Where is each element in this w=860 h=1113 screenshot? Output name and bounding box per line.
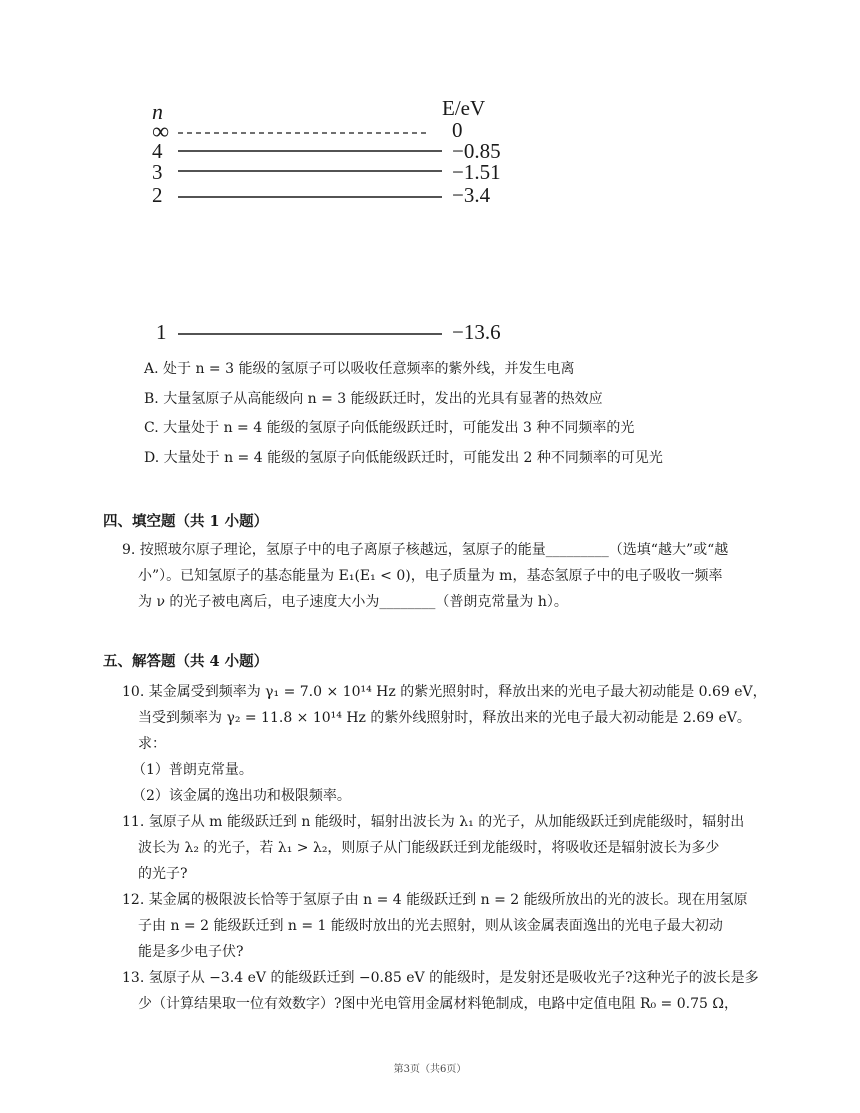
level-n-2: 2 <box>152 183 163 207</box>
q13-line-2: 少（计算结果取一位有效数字）?图中光电管用金属材料铯制成，电路中定值电阻 R₀ = 0.75 Ω， <box>138 996 738 1012</box>
q13-line-1: 13. 氢原子从 −3.4 eV 的能级跃迁到 −0.85 eV 的能级时，是发射还是吸收光子?这种光子的波长是多 <box>122 970 759 986</box>
q12-line-2: 子由 n = 2 能级跃迁到 n = 1 能级时放出的光去照射，则从该金属表面逸出的光电子最大初动 <box>138 918 723 934</box>
level-e-3: −1.51 <box>452 160 501 184</box>
level-n-1: 1 <box>156 320 167 344</box>
q9-line-1: 9. 按照玻尔原子理论，氢原子中的电子离原子核越远，氢原子的能量_________（选填“越大”或“越 <box>122 542 729 558</box>
q10-line-3: 求： <box>138 736 166 752</box>
q10-line-1: 10. 某金属受到频率为 γ₁ = 7.0 × 10¹⁴ Hz 的紫光照射时，释放出来的光电子最大初动能是 0.69 eV， <box>122 684 767 700</box>
section-4-title: 四、填空题（共 1 小题） <box>103 513 269 530</box>
n-axis-label: n <box>152 99 163 124</box>
option-d: D. 大量处于 n = 4 能级的氢原子向低能级跃迁时，可能发出 2 种不同频率的可见光 <box>144 450 663 466</box>
q11-line-3: 的光子? <box>138 866 188 882</box>
q12-line-1: 12. 某金属的极限波长恰等于氢原子由 n = 4 能级跃迁到 n = 2 能级所放出的光的波长。现在用氢原 <box>122 892 748 908</box>
energy-axis-label: E/eV <box>442 96 486 120</box>
page-footer: 第3页（共6页） <box>393 1064 467 1075</box>
q10-part-1: （1）普朗克常量。 <box>132 762 253 778</box>
level-e-4: −0.85 <box>452 139 501 163</box>
level-e-inf: 0 <box>452 118 463 142</box>
q9-line-2: 小”）。已知氢原子的基态能量为 E₁(E₁ < 0)，电子质量为 m，基态氢原子中的电子吸收一频率 <box>138 568 723 584</box>
q12-line-3: 能是多少电子伏? <box>138 944 244 960</box>
level-e-2: −3.4 <box>452 183 491 207</box>
option-b: B. 大量氢原子从高能级向 n = 3 能级跃迁时，发出的光具有显著的热效应 <box>144 391 603 407</box>
q9-line-3: 为 ν 的光子被电离后，电子速度大小为________（普朗克常量为 h）。 <box>138 594 568 610</box>
q11-line-2: 波长为 λ₂ 的光子，若 λ₁ > λ₂，则原子从门能级跃迁到龙能级时，将吸收还是辐射波长为多少 <box>138 840 720 856</box>
option-c: C. 大量处于 n = 4 能级的氢原子向低能级跃迁时，可能发出 3 种不同频率的光 <box>144 420 635 436</box>
option-a: A. 处于 n = 3 能级的氢原子可以吸收任意频率的紫外线，并发生电离 <box>144 361 575 377</box>
level-n-4: 4 <box>152 139 163 163</box>
q11-line-1: 11. 氢原子从 m 能级跃迁到 n 能级时，辐射出波长为 λ₁ 的光子，从加能级跃迁到虎能级时，辐射出 <box>122 814 745 830</box>
q10-line-2: 当受到频率为 γ₂ = 11.8 × 10¹⁴ Hz 的紫外线照射时，释放出来的光电子最大初动能是 2.69 eV。 <box>138 710 751 726</box>
level-e-1: −13.6 <box>452 320 501 344</box>
q10-part-2: （2）该金属的逸出功和极限频率。 <box>132 788 351 804</box>
level-n-inf: ∞ <box>152 119 170 145</box>
level-n-3: 3 <box>152 160 163 184</box>
section-5-title: 五、解答题（共 4 小题） <box>103 653 269 670</box>
energy-level-diagram <box>130 95 530 345</box>
